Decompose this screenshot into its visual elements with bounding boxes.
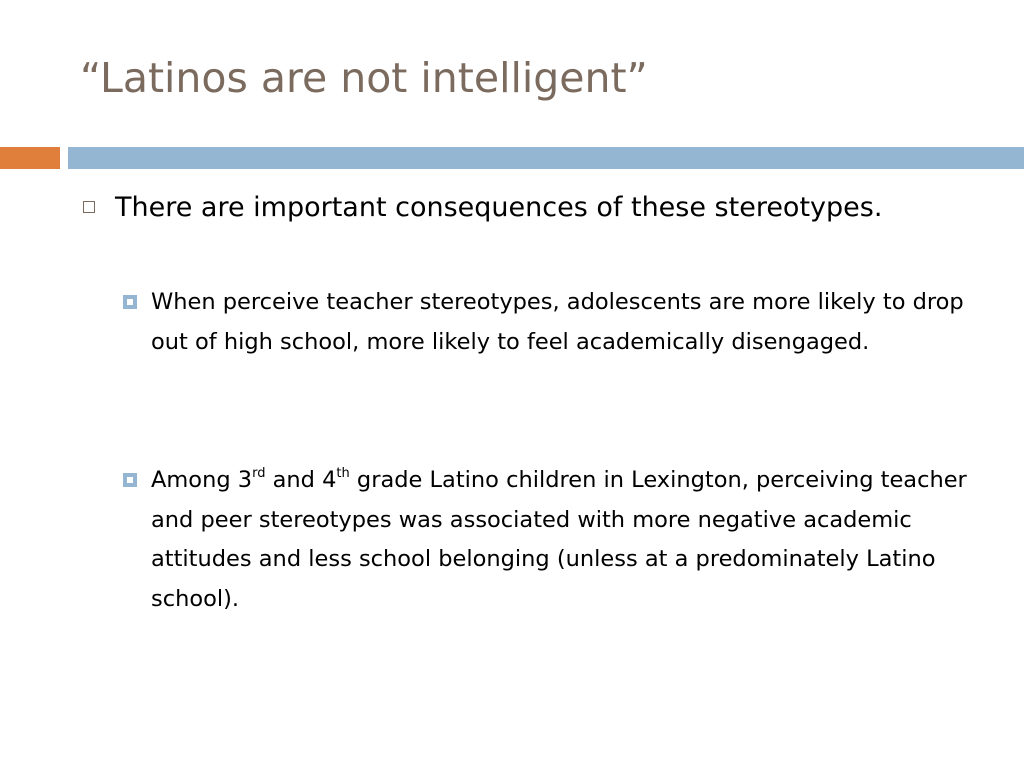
filled-square-bullet-icon [123, 473, 137, 487]
sub-bullet-text-part: Among 3 [151, 467, 253, 493]
slide-title: “Latinos are not intelligent” [80, 54, 648, 102]
sub-bullet-text: When perceive teacher stereotypes, adolescents are more likely to drop out of high school, more likely to feel academically disengaged. [151, 289, 964, 355]
sub-bullet-text-part: grade Latino children in Lexington, perceiving teacher and peer stereotypes was associated with more negative academic attitudes and less school belonging (unless at a predominately Latino school). [151, 467, 967, 612]
sub-bullet-text [151, 461, 981, 619]
ordinal-suffix: th [336, 465, 350, 481]
hollow-square-bullet-icon [83, 201, 95, 213]
bullet-text: There are important consequences of these stereotypes. [115, 192, 883, 223]
sub-bullet-text-part: and 4 [265, 467, 337, 493]
ordinal-suffix: rd [252, 465, 266, 481]
filled-square-bullet-icon [123, 295, 137, 309]
